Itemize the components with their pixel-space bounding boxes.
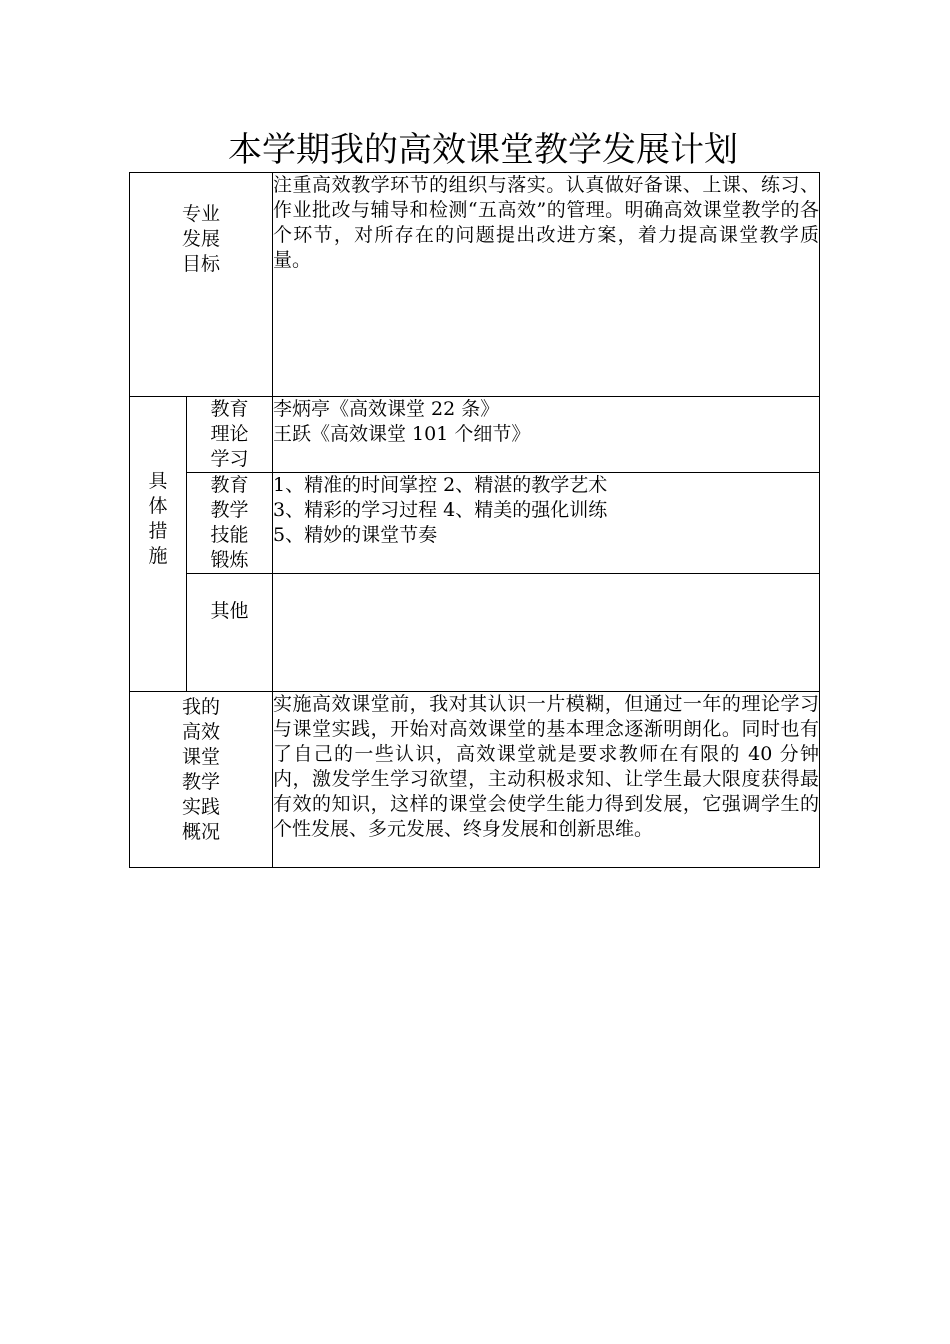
other-label-line: 其他 bbox=[210, 600, 249, 622]
document-title: 本学期我的高效课堂教学发展计划 bbox=[228, 130, 738, 170]
practice-label-line: 我的 bbox=[182, 696, 221, 718]
other-content bbox=[273, 574, 820, 692]
measures-label-cell bbox=[130, 397, 187, 692]
goal-content: 注重高效教学环节的组织与落实。认真做好备课、上课、练习、作业批改与辅导和检测“五高效”的管理。明确高效课堂教学的各个环节，对所存在的问题提出改进方案，着力提高课堂教学质量。 bbox=[273, 173, 820, 397]
goal-label-line: 专业 bbox=[182, 203, 221, 225]
skills-row bbox=[130, 473, 820, 574]
practice-label-line: 教学 bbox=[182, 771, 221, 793]
skills-item-line: 5、精妙的课堂节奏 bbox=[273, 524, 438, 546]
theory-content bbox=[273, 397, 820, 473]
skills-label-cell bbox=[187, 473, 273, 574]
skills-label-line: 技能 bbox=[210, 524, 249, 546]
skills-item-line: 3、精彩的学习过程 4、精美的强化训练 bbox=[273, 499, 608, 521]
practice-label-cell bbox=[130, 692, 273, 868]
measures-label-line: 具 bbox=[148, 470, 168, 492]
theory-row bbox=[130, 397, 820, 473]
skills-label-line: 锻炼 bbox=[210, 549, 249, 571]
practice-label-line: 概况 bbox=[182, 821, 221, 843]
practice-label-line: 实践 bbox=[182, 796, 221, 818]
other-row bbox=[130, 574, 820, 692]
goal-row bbox=[130, 173, 820, 397]
practice-content: 实施高效课堂前，我对其认识一片模糊，但通过一年的理论学习与课堂实践，开始对高效课堂的基本理念逐渐明朗化。同时也有了自己的一些认识，高效课堂就是要求教师在有限的 40 分钟内，激发学生学习欲望，主动积极求知、让学生最大限度获得最有效的知识，这样的课堂会使学生能力得到发展，它强调学生的个性发展、多元发展、终身发展和创新思维。 bbox=[273, 692, 820, 868]
theory-label-line: 学习 bbox=[210, 448, 249, 470]
measures-label-line: 施 bbox=[148, 545, 168, 567]
theory-label-line: 理论 bbox=[210, 423, 249, 445]
practice-label-line: 课堂 bbox=[182, 746, 221, 768]
practice-label-line: 高效 bbox=[182, 721, 221, 743]
theory-label-line: 教育 bbox=[210, 398, 249, 420]
measures-label-line: 体 bbox=[148, 495, 168, 517]
measures-label-line: 措 bbox=[148, 520, 168, 542]
skills-label-line: 教育 bbox=[210, 474, 249, 496]
other-label-cell bbox=[187, 574, 273, 692]
skills-item-line: 1、精准的时间掌控 2、精湛的教学艺术 bbox=[273, 474, 608, 496]
plan-table bbox=[129, 172, 820, 868]
theory-book-line: 李炳亭《高效课堂 22 条》 bbox=[273, 398, 500, 420]
skills-label-line: 教学 bbox=[210, 499, 249, 521]
goal-label-line: 发展 bbox=[182, 228, 221, 250]
theory-label-cell bbox=[187, 397, 273, 473]
theory-book-line: 王跃《高效课堂 101 个细节》 bbox=[273, 423, 531, 445]
goal-label-line: 目标 bbox=[182, 253, 221, 275]
practice-row bbox=[130, 692, 820, 868]
skills-content bbox=[273, 473, 820, 574]
goal-label-cell bbox=[130, 173, 273, 397]
